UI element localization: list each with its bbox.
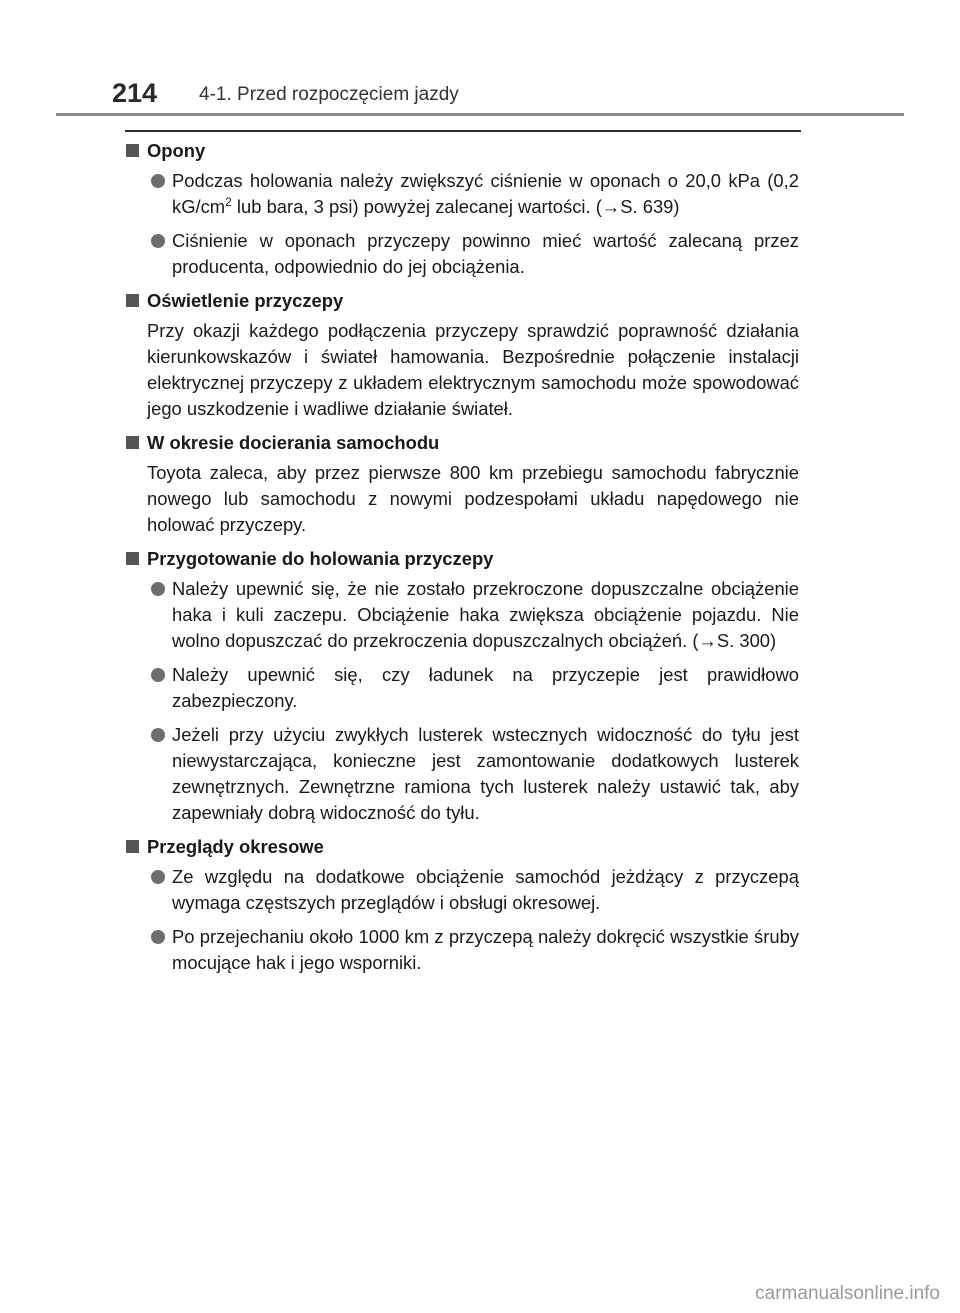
circle-bullet-icon	[151, 870, 165, 884]
list-item	[125, 864, 799, 916]
heading-text: Oświetlenie przyczepy	[147, 290, 344, 311]
list-item	[125, 168, 799, 220]
paragraph: Toyota zaleca, aby przez pierwsze 800 km przebiegu samochodu fabrycznie nowego lub samochodu z nowymi podzespołami układu napędowego nie holować przyczepy.	[147, 462, 799, 535]
item-text-cont: lub bara, 3 psi) powyżej zalecanej wartości. (→S. 639)	[231, 196, 680, 217]
section-przygotowanie	[125, 546, 799, 826]
square-bullet-icon	[126, 294, 139, 307]
circle-bullet-icon	[151, 174, 165, 188]
circle-bullet-icon	[151, 930, 165, 944]
section-heading	[125, 430, 799, 456]
item-text: Należy upewnić się, że nie zostało przekroczone dopuszczalne obciążenie haka i kuli zaczepu. Obciążenie haka zwiększa obciążenie pojazdu. Nie wolno dopuszczać do przekroczenia dopuszczalnych obciążeń. (→S. 300)	[172, 578, 799, 651]
section-opony	[125, 138, 799, 280]
list-item	[125, 662, 799, 714]
page-content	[125, 138, 799, 984]
section-title: 4-1. Przed rozpoczęciem jazdy	[199, 84, 459, 105]
list-item	[125, 576, 799, 654]
item-text: Po przejechaniu około 1000 km z przyczepą należy dokręcić wszystkie śruby mocujące hak i jego wsporniki.	[172, 926, 799, 973]
heading-text: Przygotowanie do holowania przyczepy	[147, 548, 494, 569]
section-przeglady	[125, 834, 799, 976]
list-item	[125, 722, 799, 826]
item-text: Należy upewnić się, czy ładunek na przyczepie jest prawidłowo zabezpieczony.	[172, 664, 799, 711]
circle-bullet-icon	[151, 668, 165, 682]
item-text: Ze względu na dodatkowe obciążenie samochód jeżdżący z przyczepą wymaga częstszych przeglądów i obsługi okresowej.	[172, 866, 799, 913]
superscript: 2	[225, 194, 232, 209]
page-number: 214	[112, 78, 158, 108]
header-divider	[56, 113, 904, 116]
item-text: Ciśnienie w oponach przyczepy powinno mieć wartość zalecaną przez producenta, odpowiednio do jej obciążenia.	[172, 230, 799, 277]
list-item	[125, 228, 799, 280]
section-oswietlenie	[125, 288, 799, 422]
section-heading	[125, 138, 799, 164]
section-docieranie	[125, 430, 799, 538]
watermark: carmanualsonline.info	[755, 1283, 940, 1304]
page-header	[0, 0, 960, 118]
square-bullet-icon	[126, 144, 139, 157]
square-bullet-icon	[126, 552, 139, 565]
paragraph: Przy okazji każdego podłączenia przyczepy sprawdzić poprawność działania kierunkowskazów i świateł hamowania. Bezpośrednie połączenie instalacji elektrycznej przyczepy z układem elektrycznym samochodu może spowodować jego uszkodzenie i wadliwe działanie świateł.	[147, 320, 799, 419]
content-divider	[125, 130, 801, 132]
section-heading	[125, 288, 799, 314]
item-text: Jeżeli przy użyciu zwykłych lusterek wstecznych widoczność do tyłu jest niewystarczająca, konieczne jest zamontowanie dodatkowych lusterek zewnętrznych. Zewnętrzne ramiona tych lusterek należy ustawić tak, aby zapewniały dobrą widoczność do tyłu.	[172, 724, 799, 823]
circle-bullet-icon	[151, 234, 165, 248]
heading-text: Opony	[147, 140, 206, 161]
section-heading	[125, 546, 799, 572]
heading-text: Przeglądy okresowe	[147, 836, 324, 857]
circle-bullet-icon	[151, 728, 165, 742]
item-text: Podczas holowania należy zwiększyć ciśnienie w oponach o 20,0 kPa (0,2 kG/cm	[172, 170, 799, 217]
square-bullet-icon	[126, 840, 139, 853]
square-bullet-icon	[126, 436, 139, 449]
heading-text: W okresie docierania samochodu	[147, 432, 440, 453]
list-item	[125, 924, 799, 976]
circle-bullet-icon	[151, 582, 165, 596]
section-heading	[125, 834, 799, 860]
